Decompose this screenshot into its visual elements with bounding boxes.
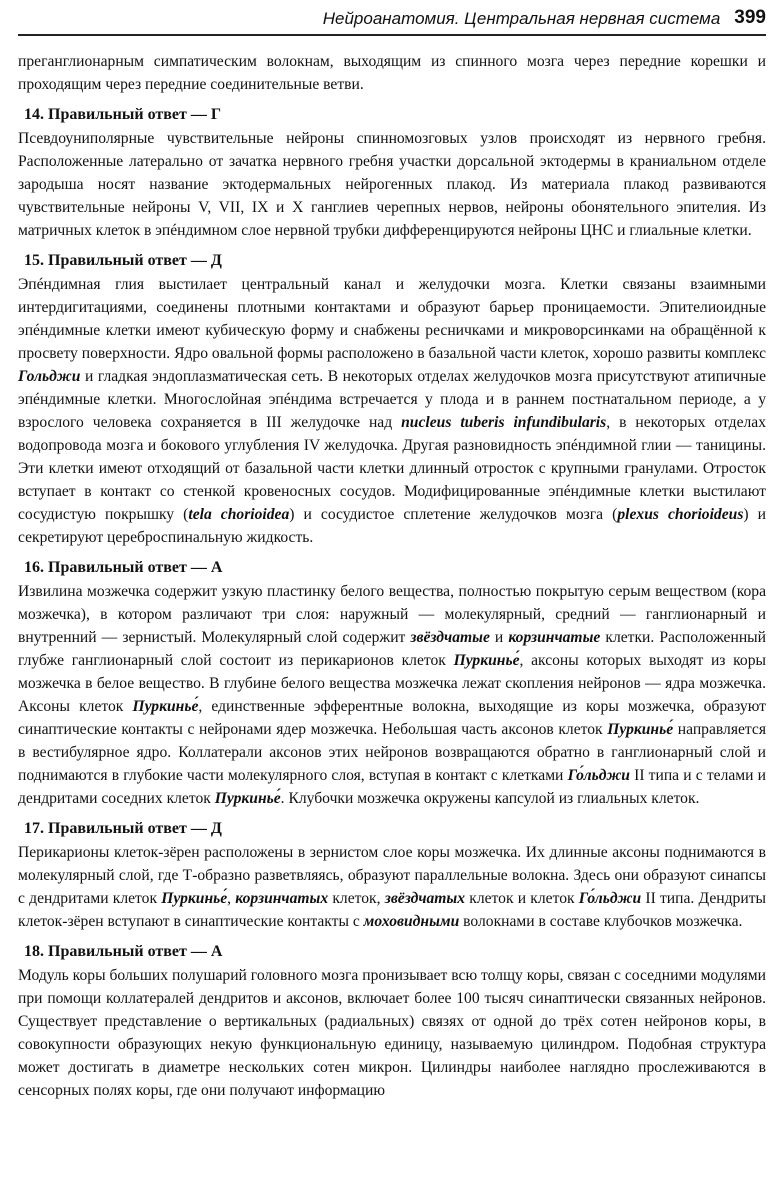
answer-16-text-part: II типа и с телами и дендритами соседних клеток: [18, 767, 766, 807]
answer-16-heading: 16. Правильный ответ — А: [24, 559, 223, 576]
answer-17-text: [18, 841, 766, 933]
answer-14-heading: 14. Правильный ответ — Г: [24, 106, 221, 123]
answer-17-text-part: II типа. Дендриты клеток-зёрен вступают в синаптические контакты с: [18, 890, 766, 930]
answer-17-text-part: волокнами в составе клубочков мозжечка.: [459, 913, 743, 930]
answer-16-text-part: Извилина мозжечка содержит узкую пластинку белого вещества, полностью покрытую серым веществом (кора мозжечка), в котором различают три слоя: наружный — молекулярный, средний — ганглионарный и внутренний — зернистый. Молекулярный слой содержит: [18, 583, 766, 646]
answer-17-text-part: клеток,: [328, 890, 385, 907]
term-purkinje: Пуркинье́: [607, 721, 674, 738]
term-mossy: моховидными: [363, 913, 460, 930]
answer-16-text: [18, 580, 766, 810]
answer-17-text-part: клеток и клеток: [465, 890, 579, 907]
answer-15-text-part: ) и секретируют цереброспинальную жидкость.: [18, 506, 766, 546]
latin-term-tela-chorioidea: tela chorioidea: [188, 506, 290, 523]
term-purkinje: Пуркинье́: [161, 890, 228, 907]
term-golgi: Гольджи: [18, 368, 81, 385]
latin-term-plexus-chorioideus: plexus chorioideus: [617, 506, 744, 523]
answer-15-text: [18, 273, 766, 549]
answer-15-heading: 15. Правильный ответ — Д: [24, 252, 222, 269]
page-content: [18, 50, 766, 1102]
term-purkinje: Пуркинье́: [453, 652, 520, 669]
intro-paragraph: преганглионарным симпатическим волокнам, выходящим из спинного мозга через передние корешки и проходящим через передние соединительные ветви.: [18, 53, 766, 93]
answer-17-text-part: Перикарионы клеток-зёрен расположены в зернистом слое коры мозжечка. Их длинные аксоны поднимаются в молекулярный слой, где Т-образно разветвляясь, образуют параллельные волокна. Здесь они образуют синапсы с дендритами клеток: [18, 844, 766, 907]
answer-17-heading: 17. Правильный ответ — Д: [24, 820, 222, 837]
answer-16-text-part: , аксоны которых выходят из коры мозжечка в белое вещество. В глубине белого вещества мозжечка лежат скопления нейронов — ядра мозжечка. Аксоны клеток: [18, 652, 767, 715]
answer-18-text: Модуль коры больших полушарий головного мозга пронизывает всю толщу коры, связан с соседними модулями при помощи коллатералей дендритов и аксонов, включает более 100 тысяч синаптически связанных нейронов. Существует представление о вертикальных (радиальных) связях от одной до трёх сотен нейронов коры, в совокупности образующих некую функциональную единицу, называемую цилиндром. Подобная структура может достигать в диаметре нескольких сотен микрон. Цилиндры наиболее наглядно прослеживаются в сенсорных полях коры, где они получают информацию: [18, 967, 766, 1099]
page-number: 399: [734, 7, 766, 28]
answer-16-text-part: направляется в вестибулярное ядро. Коллатерали аксонов этих нейронов возвращаются обратно в ганглионарный слой и поднимаются в глубокие части молекулярного слоя, вступая в контакт с клетками: [18, 721, 767, 784]
term-purkinje: Пуркинье́: [214, 790, 281, 807]
term-stellate: звёздчатых: [384, 890, 466, 907]
latin-term-nucleus-tuberis: nucleus tuberis infundibularis: [401, 414, 607, 431]
answer-15-text-part: Эпéндимная глия выстилает центральный канал и желудочки мозга. Клетки связаны взаимными интердигитациями, соединены плотными контактами и образуют барьер проницаемости. Эпителиоидные эпéндимные клетки имеют кубическую форму и снабжены ресничками и микроворсинками на обращённой к просвету поверхности. Ядро овальной формы расположено в базальной части клеток, хорошо развиты комплекс: [18, 276, 766, 362]
answer-15-text-part: и гладкая эндоплазматическая сеть. В некоторых отделах желудочков мозга присутствуют атипичные эпéндимные клетки. Многослойная эпéндима встречается у плода и в раннем постнатальном периоде, а у взрослого человека сохраняется в III желудочке над: [18, 368, 766, 431]
running-header-title: Нейроанатомия. Центральная нервная система: [322, 9, 721, 28]
answer-18-heading: 18. Правильный ответ — А: [24, 943, 223, 960]
answer-14-text: Псевдоуниполярные чувствительные нейроны спинномозговых узлов происходят из нервного гребня. Расположенные латерально от зачатка нервного гребня участки дорсальной эктодермы в краниальном отделе зародыша носят название эктодермальных нейрогенных плакод. Из материала плакод развиваются чувствительные нейроны V, VII, IX и X ганглиев черепных нервов, нейроны обонятельного эпителия. Из матричных клеток в эпéндимном слое нервной трубки дифференцируются нейроны ЦНС и глиальные клетки.: [18, 130, 766, 239]
answer-16-text-part: и: [489, 629, 509, 646]
term-golgi: Го́льджи: [578, 890, 642, 907]
answer-15-text-part: ) и сосудистое сплетение желудочков мозга (: [289, 506, 618, 523]
term-basket: корзинчатых: [235, 890, 329, 907]
term-basket: корзинчатые: [508, 629, 601, 646]
answer-15-text-part: , в некоторых отделах водопровода мозга и бокового углубления IV желудочка. Другая разновидность эпéндимной глии — таницины. Эти клетки имеют отходящий от базальной части клетки длинный отросток с крупными гранулами. Отросток вступает в контакт со стенкой кровеносных сосудов. Модифицированные эпéндимные клетки выстилают сосудистую покрышку (: [18, 414, 766, 523]
running-header: [18, 0, 766, 36]
term-purkinje: Пуркинье́: [132, 698, 199, 715]
answer-16-text-part: , единственные эфферентные волокна, выходящие из коры мозжечка, образуют синаптические контакты с нейронами ядер мозжечка. Небольшая часть аксонов клеток: [18, 698, 766, 738]
term-golgi: Го́льджи: [567, 767, 630, 784]
answer-16-text-part: клетки. Расположенный глубже ганглионарный слой состоит из перикарионов клеток: [18, 629, 766, 669]
term-stellate: звёздчатые: [410, 629, 490, 646]
answer-16-text-part: . Клубочки мозжечка окружены капсулой из глиальных клеток.: [280, 790, 700, 807]
answer-17-text-part: ,: [227, 890, 236, 907]
